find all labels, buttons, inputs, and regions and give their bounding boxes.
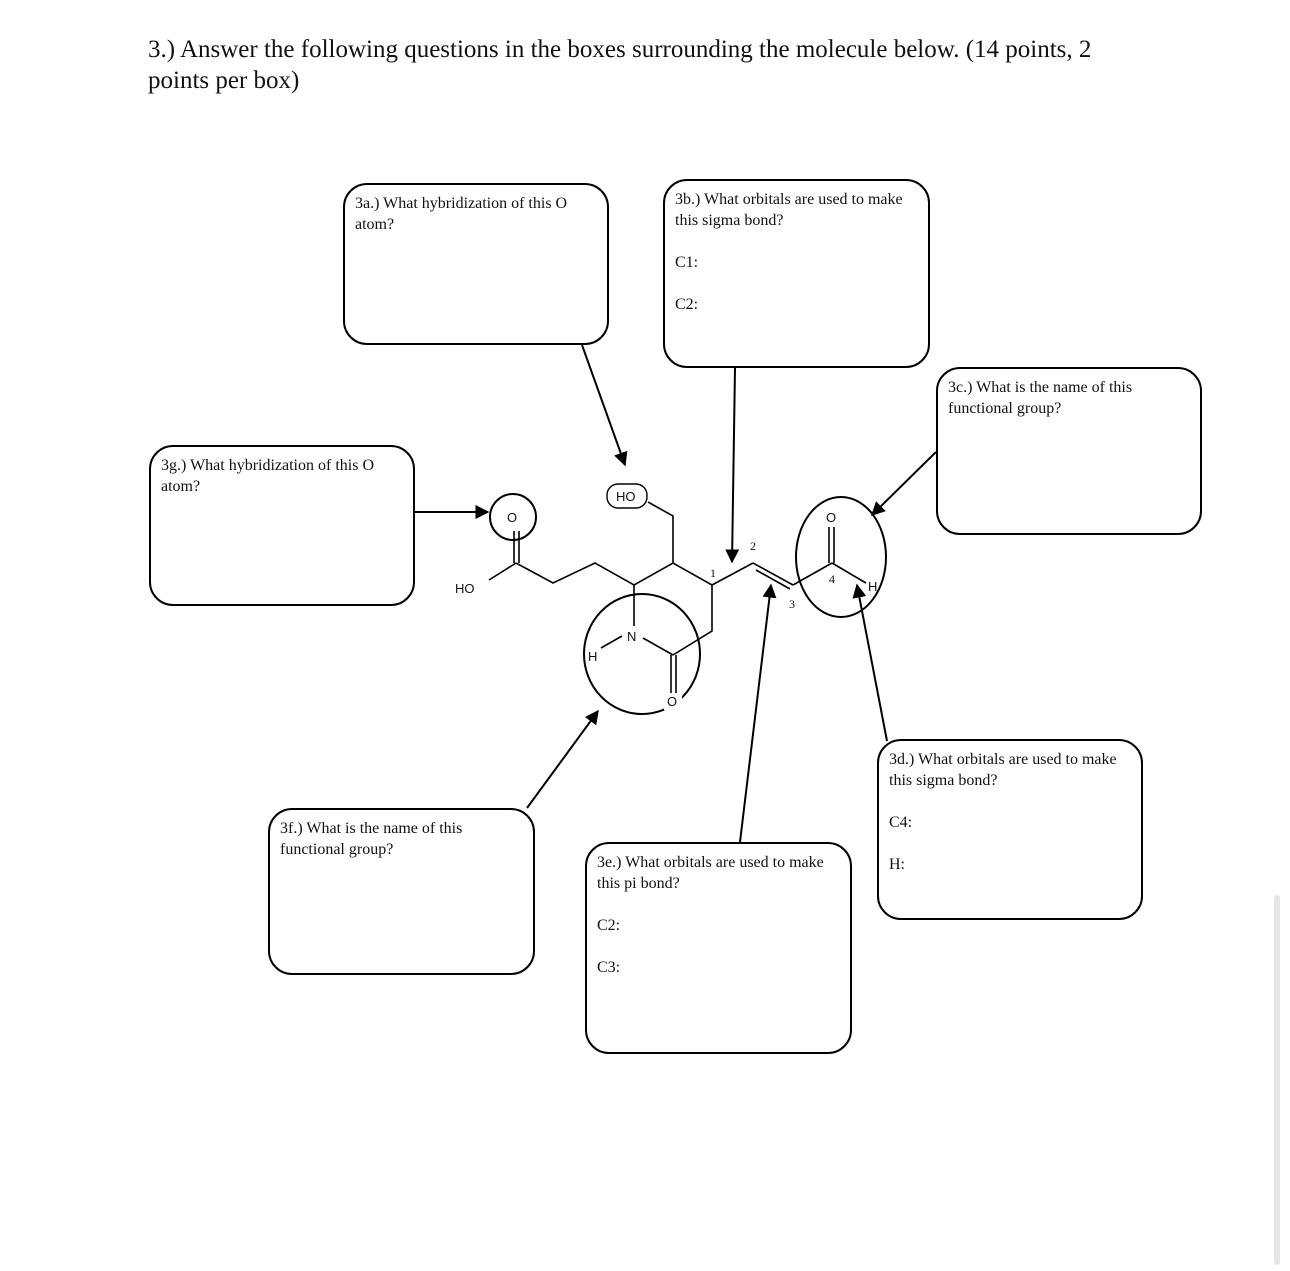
label-3d-h: H: (889, 856, 905, 873)
bond-acid-oh (489, 563, 516, 580)
carbon-number-2: 2 (750, 539, 756, 553)
bond-c1-c2 (712, 563, 753, 585)
prompt-3b: 3b.) What orbitals are used to make this sigma bond? (675, 191, 903, 229)
prompt-3g: 3g.) What hybridization of this O atom? (161, 457, 374, 495)
atom-h-amide: H (588, 649, 598, 664)
label-3b-c1: C1: (675, 254, 699, 271)
bond-c2-c3-pi (756, 570, 790, 589)
label-3b-c2: C2: (675, 296, 699, 313)
bond-ho-branch (648, 502, 673, 563)
question-title: 3.) Answer the following questions in the boxes surrounding the molecule below. (14 points, 2 points per box) (148, 36, 1092, 94)
atom-o-amide: O (667, 694, 678, 709)
label-3e-c2: C2: (597, 917, 621, 934)
bond-n-carbonyl (643, 638, 673, 655)
arrow-3a (582, 345, 625, 465)
atom-o-acid: O (507, 510, 518, 525)
arrow-3d (857, 585, 887, 741)
highlight-circle-amide (584, 594, 700, 714)
arrow-3e (740, 585, 771, 842)
bond-n-h (601, 636, 622, 648)
label-3e-c3: C3: (597, 959, 621, 976)
carbon-number-1: 1 (710, 566, 716, 580)
atom-o-aldehyde: O (826, 510, 837, 525)
atom-n-amide: N (627, 629, 637, 644)
prompt-3a: 3a.) What hybridization of this O atom? (355, 195, 568, 233)
label-3d-c4: C4: (889, 814, 913, 831)
page-scrollbar[interactable] (1274, 895, 1280, 1265)
prompt-3e: 3e.) What orbitals are used to make this pi bond? (597, 854, 824, 892)
carbon-number-4: 4 (829, 572, 835, 586)
prompt-3c: 3c.) What is the name of this functional group? (948, 379, 1133, 417)
bond-c2-c3 (753, 563, 793, 585)
bond-c4-h (832, 563, 866, 583)
prompt-3f: 3f.) What is the name of this functional group? (280, 820, 463, 858)
bond-main-chain (516, 563, 712, 585)
prompt-3d: 3d.) What orbitals are used to make this sigma bond? (889, 751, 1117, 789)
atom-ho-left: HO (455, 581, 475, 596)
arrow-3c (872, 452, 936, 515)
atom-h-aldehyde: H (868, 579, 878, 594)
molecule-bonds (489, 502, 866, 694)
arrow-3f (527, 711, 598, 808)
atom-ho-top: HO (616, 489, 636, 504)
arrow-3b (732, 368, 735, 562)
bond-ring-link (673, 585, 712, 655)
carbon-number-3: 3 (789, 597, 795, 611)
